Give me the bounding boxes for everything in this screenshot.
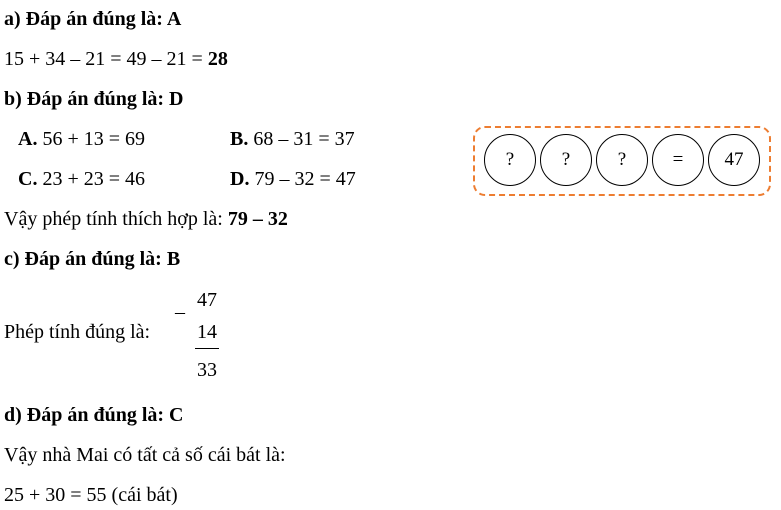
column-subtraction	[195, 286, 225, 386]
difference: 33	[197, 359, 217, 381]
option-b-expr: 68 – 31 = 37	[248, 128, 355, 150]
puzzle-circle-equals: =	[652, 134, 704, 186]
option-b-letter: B.	[230, 128, 249, 150]
option-b	[230, 127, 355, 151]
question-d: Vậy nhà Mai có tất cả số cái bát là:	[4, 444, 286, 466]
option-a-expr: 56 + 13 = 69	[37, 128, 146, 150]
minuend: 47	[197, 289, 217, 311]
option-a-letter: A.	[18, 128, 38, 150]
option-c-expr: 23 + 23 = 46	[37, 168, 146, 190]
puzzle-circle-result: 47	[708, 134, 760, 186]
puzzle-circle-3: ?	[596, 134, 648, 186]
conclusion-b-answer: 79 – 32	[227, 208, 288, 230]
option-c-letter: C.	[18, 168, 38, 190]
minus-sign: –	[175, 301, 185, 323]
puzzle-circle-1: ?	[484, 134, 536, 186]
conclusion-b-text: Vậy phép tính thích hợp là:	[4, 208, 228, 230]
calc-a-result: 28	[207, 48, 228, 70]
heading-d: d) Đáp án đúng là: C	[4, 404, 184, 426]
puzzle-circle-2: ?	[540, 134, 592, 186]
answer-d: 25 + 30 = 55 (cái bát)	[4, 484, 178, 506]
option-c	[18, 167, 145, 191]
conclusion-b	[4, 207, 288, 231]
calc-a	[4, 47, 228, 71]
calc-a-text: 15 + 34 – 21 = 49 – 21 =	[4, 48, 208, 70]
heading-b: b) Đáp án đúng là: D	[4, 88, 184, 110]
label-c: Phép tính đúng là:	[4, 321, 151, 343]
subtraction-line	[195, 348, 219, 349]
option-d	[230, 167, 356, 191]
heading-a: a) Đáp án đúng là: A	[4, 8, 182, 30]
option-d-expr: 79 – 32 = 47	[249, 168, 356, 190]
heading-c: c) Đáp án đúng là: B	[4, 248, 181, 270]
option-d-letter: D.	[230, 168, 250, 190]
option-a	[18, 127, 145, 151]
subtrahend: 14	[197, 321, 217, 343]
